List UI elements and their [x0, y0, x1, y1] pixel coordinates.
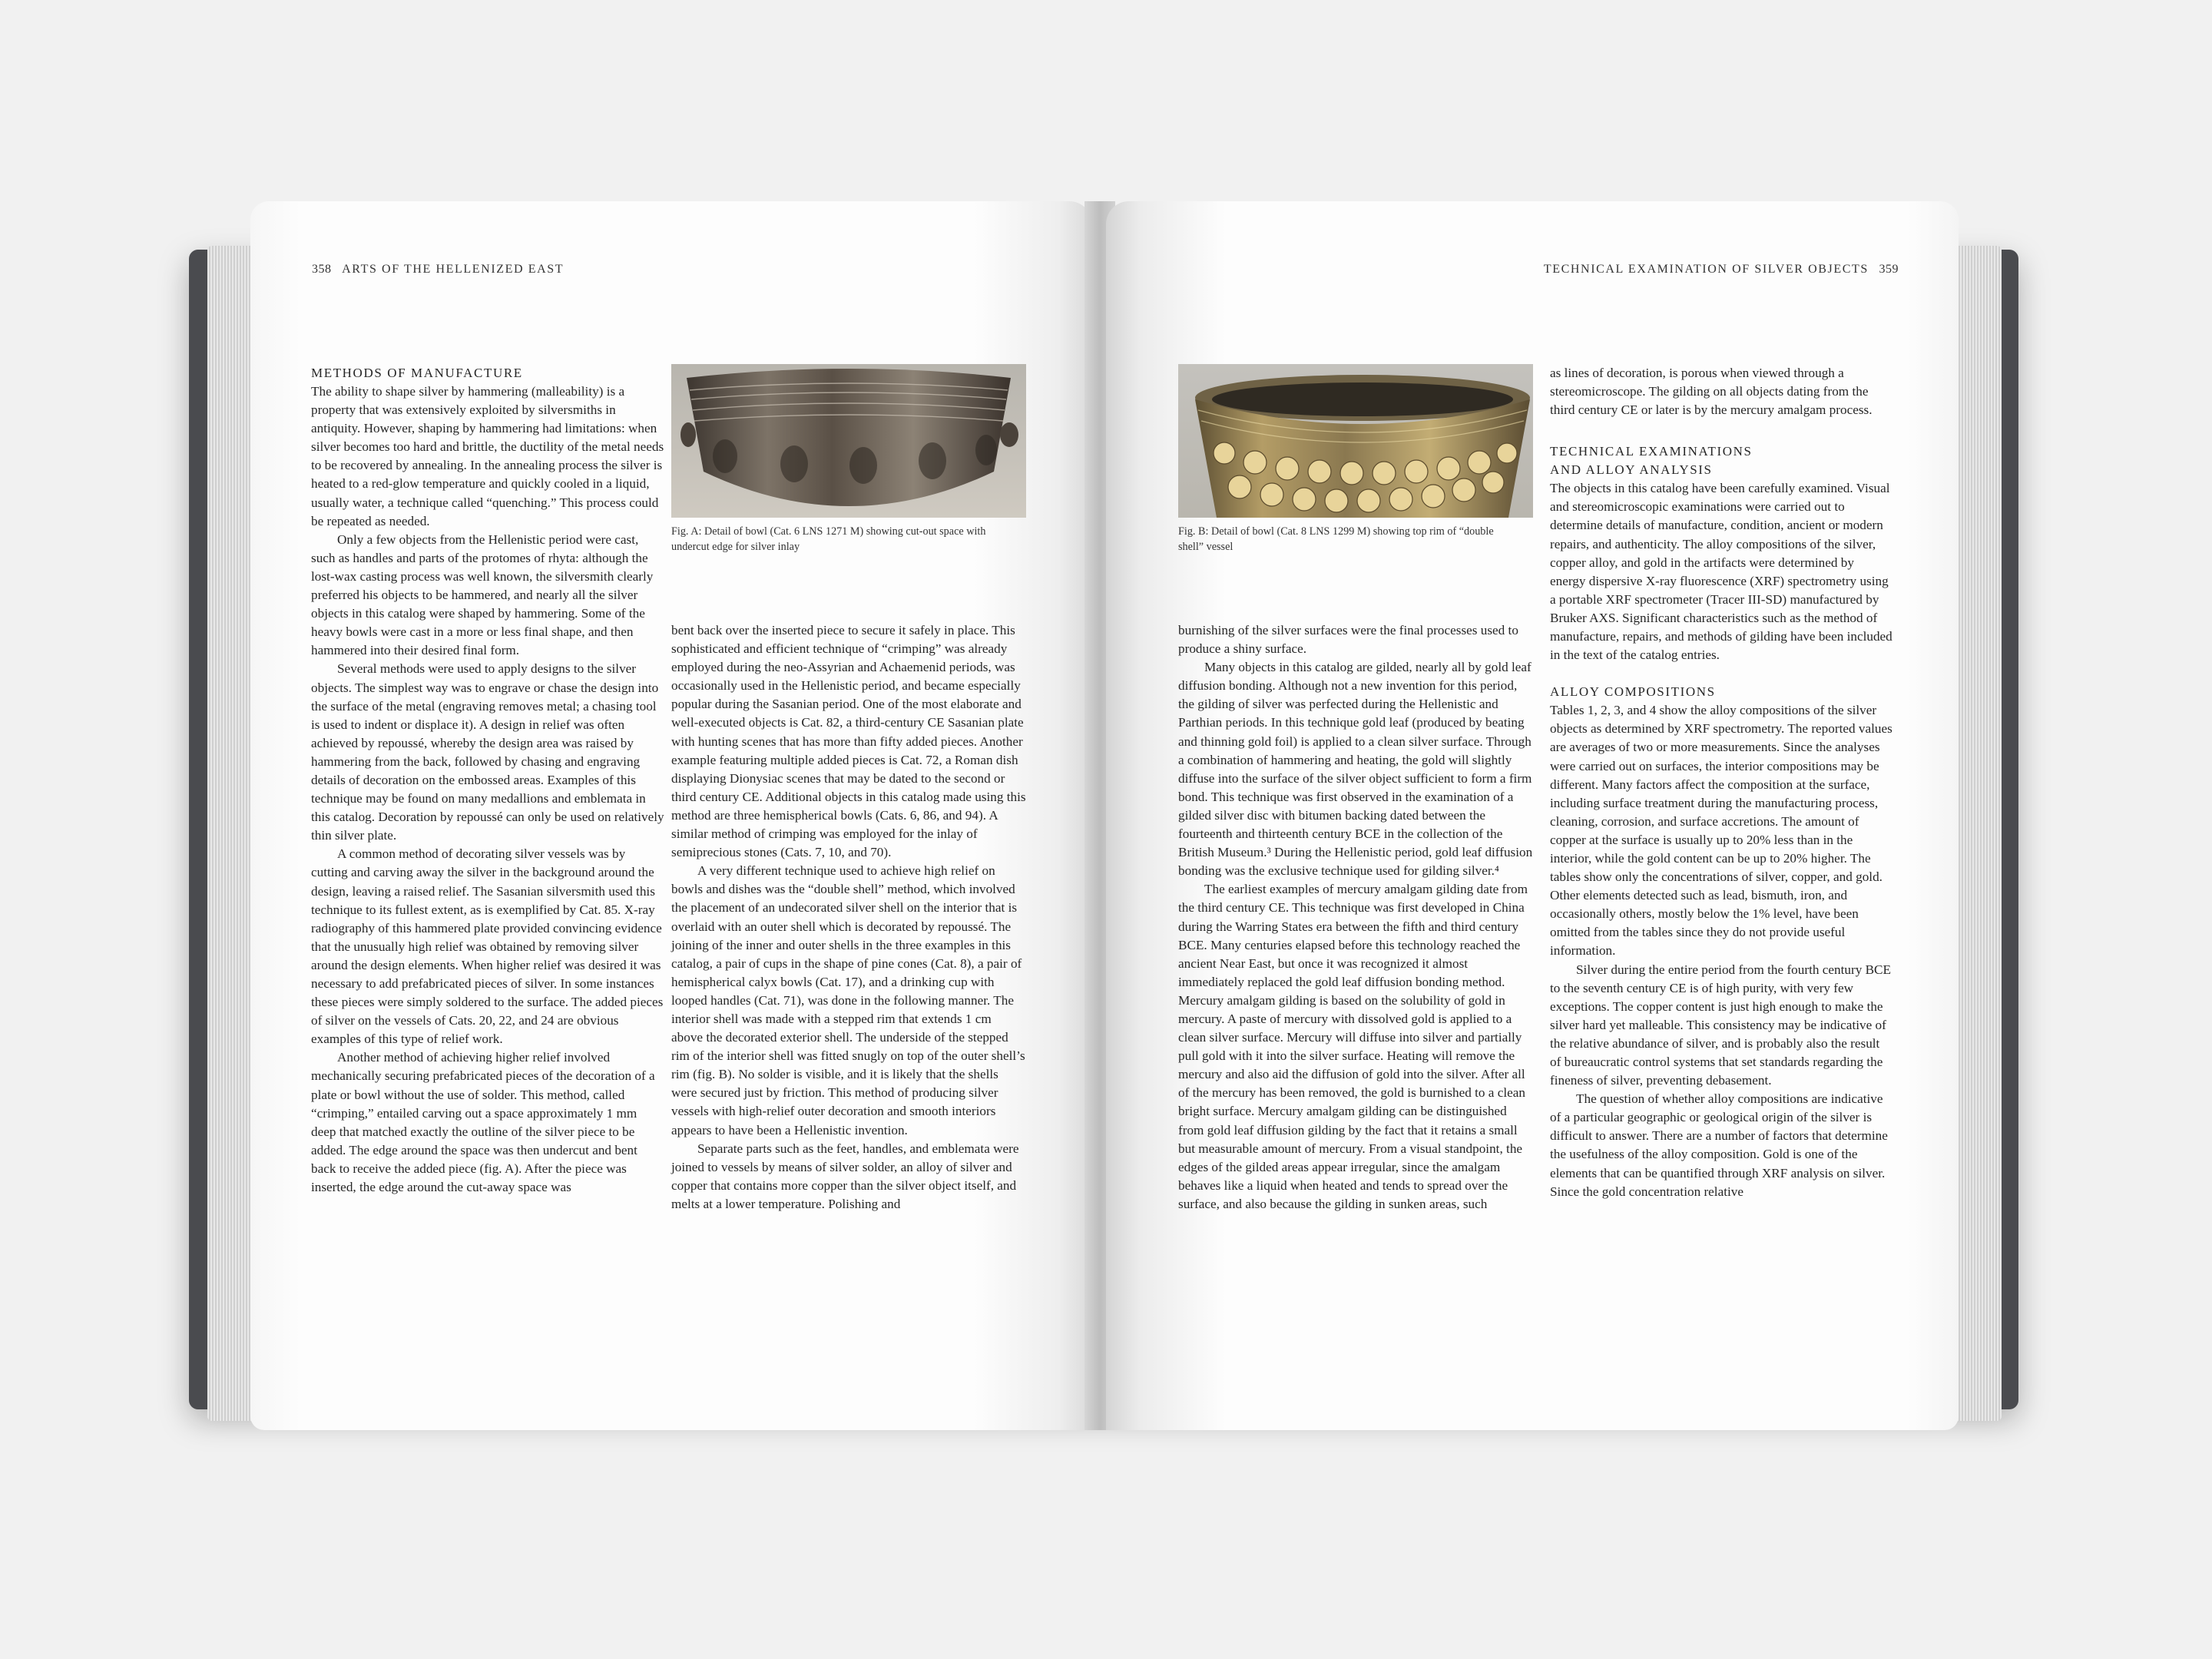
right-folio: 359: [1879, 263, 1899, 276]
paragraph: bent back over the inserted piece to secure it safely in place. This sophisticated and efficient technique of “crimping” was already employed during the neo-Assyrian and Achaemenid periods, was occasionally used in the Hellenistic period, and became especially popular during the Sasanian period. One of the most elaborate and well-executed objects is Cat. 82, a third-century CE Sasanian plate with hunting scenes that has more than fifty added pieces. Another example featuring multiple added pieces is Cat. 72, a Roman dish displaying Dionysiac scenes that may be dated to the second or third century CE. Additional objects in this catalog made using this method are three hemispherical bowls (Cats. 6, 86, and 94). A similar method of crimping was employed for the inlay of semiprecious stones (Cats. 7, 10, and 70).: [671, 623, 1026, 860]
paragraph: Several methods were used to apply designs to the silver objects. The simplest way was to engrave or chase the design into the surface of the metal (engraving removes metal; a chasing tool is used to indent or displace it). A design in relief was often achieved by repoussé, whereby the design area was raised by hammering from the back, followed by chasing and engraving details of decoration on the embossed areas. Examples of this technique may be found on many medallions and emblemata in this catalog. Decoration by repoussé can only be used on relatively thin silver plate.: [311, 661, 664, 843]
paragraph: The ability to shape silver by hammering (malleability) is a property that was extensively exploited by silversmiths in antiquity. However, shaping by hammering had limitations: when silver becomes too hard and brittle, the ductility of the metal needs to be recovered by annealing. In the annealing process the silver is heated to a red-glow temperature and quickly cooled in a liquid, usually water, a technique called “quenching.” This process could be repeated as needed.: [311, 384, 664, 528]
figure-a-photo: [671, 364, 1026, 518]
paragraph: The objects in this catalog have been carefully examined. Visual and stereomicroscopic examinations were carried out to determine details of manufacture, condition, ancient or modern repairs, and authenticity. The alloy compositions of the silver, copper alloy, and gold in the artifacts were determined by energy dispersive X-ray fluorescence (XRF) spectrometry using a portable XRF spectrometer (Tracer III-SD) manufactured by Bruker AXS. Significant characteristics such as the method of manufacture, repairs, and methods of gilding have been included in the text of the catalog entries.: [1550, 481, 1892, 663]
left-running-head: [312, 263, 564, 276]
figure-b-caption: Fig. B: Detail of bowl (Cat. 8 LNS 1299 M) showing top rim of “double shell” vessel: [1178, 525, 1494, 553]
left-column-2: [671, 621, 1026, 1214]
silver-bowl-image: [671, 364, 1026, 518]
paragraph: Separate parts such as the feet, handles, and emblemata were joined to vessels by means of silver solder, an alloy of silver and copper that contains more copper than the silver object itself, and melts at a lower temperature. Polishing and: [671, 1141, 1019, 1211]
right-running-title: TECHNICAL EXAMINATION OF SILVER OBJECTS: [1543, 263, 1869, 276]
page-edges-left: [207, 246, 255, 1421]
paragraph: A common method of decorating silver vessels was by cutting and carving away the silver in the background around the design, leaving a raised relief. The Sasanian silversmith used this technique to its fullest extent, as is exemplified by Cat. 85. X-ray radiography of this hammered plate provided convincing evidence that the unusually high relief was obtained by removing silver around the design elements. When higher relief was desired it was necessary to add prefabricated pieces of silver. In some instances these pieces were simply soldered to the surface. The added pieces of silver on the vessels of Cats. 20, 22, and 24 are obvious examples of this type of relief work.: [311, 846, 664, 1047]
paragraph: Silver during the entire period from the fourth century BCE to the seventh century CE is of high purity, with very few exceptions. The copper content is just high enough to make the silver hard yet malleable. This consistency may be indicative of the relative abundance of silver, and is probably also the result of bureaucratic control systems that set standards regarding the fineness of silver, preventing debasement.: [1550, 962, 1892, 1088]
section-heading-alloy-compositions: ALLOY COMPOSITIONS: [1550, 684, 1716, 700]
paragraph: burnishing of the silver surfaces were the final processes used to produce a shiny surface.: [1178, 623, 1518, 657]
section-heading-methods: METHODS OF MANUFACTURE: [311, 366, 523, 380]
section-heading-technical-examinations: TECHNICAL EXAMINATIONS: [1550, 444, 1753, 459]
figure-a-caption: Fig. A: Detail of bowl (Cat. 6 LNS 1271 M) showing cut-out space with undercut edge for silver inlay: [671, 525, 986, 553]
paragraph: The earliest examples of mercury amalgam gilding date from the third century CE. This technique was first developed in China during the Warring States era between the fifth and third century BCE. Many centuries elapsed before this technology reached the ancient Near East, but once it was recognized it almost immediately replaced the gold leaf diffusion bonding method. Mercury amalgam gilding is based on the solubility of gold in mercury. A paste of mercury with dissolved gold is applied to a clean silver surface. Mercury will diffuse into silver and partially pull gold with it into the silver surface. Heating will remove the mercury and also aid the diffusion of gold into the silver. After all of the mercury has been removed, the gold is burnished to a clean bright surface. Mercury amalgam gilding can be distinguished from gold leaf diffusion gilding by the fact that it retains a small but measurable amount of mercury. From a visual standpoint, the edges of the gilded areas appear irregular, since the amalgam behaves like a liquid when heated and tends to spread over the surface, and also because the gilding in sunken areas, such: [1178, 882, 1528, 1211]
paragraph: Only a few objects from the Hellenistic period were cast, such as handles and parts of the protomes of rhyta: although the lost-wax casting process was well known, the silversmith clearly preferred his objects to be hammered, and nearly all the silver objects in this catalog were shaped by hammering. Some of the heavy bowls were cast in a more or less final shape, and then hammered into their desired final form.: [311, 531, 654, 658]
left-folio: 358: [312, 263, 332, 276]
gilded-bowl-image: [1178, 364, 1533, 518]
paragraph: The question of whether alloy compositions are indicative of a particular geographic or geological origin of the silver is difficult to answer. There are a number of factors that determine the usefulness of the alloy composition. Gold is one of the elements that can be quantified through XRF analysis on silver. Since the gold concentration relative: [1550, 1091, 1888, 1199]
right-column-2: [1550, 364, 1892, 1201]
section-heading-alloy-analysis: AND ALLOY ANALYSIS: [1550, 462, 1713, 478]
left-page: [250, 201, 1092, 1430]
page-edges-right: [1954, 246, 2002, 1421]
right-page: [1106, 201, 1959, 1430]
left-running-title: ARTS OF THE HELLENIZED EAST: [342, 263, 565, 276]
right-column-1: [1178, 621, 1533, 1214]
paragraph: Many objects in this catalog are gilded, nearly all by gold leaf diffusion bonding. Although not a new invention for this period, the gilding of silver was perfected during the Hellenistic and Parthian periods. In this technique gold leaf (produced by beating and thinning gold foil) is applied to a clean silver surface. Through a combination of hammering and heating, the gold will slightly diffuse into the surface of the silver object sufficient to form a firm bond. This technique was first observed in the examination of a gilded silver disc with bitumen backing dated between the fourteenth and thirteenth century BCE in the collection of the British Museum.³ During the Hellenistic period, gold leaf diffusion bonding was the exclusive technique used for gilding silver.⁴: [1178, 660, 1533, 879]
right-running-head: [1544, 263, 1899, 276]
paragraph: A very different technique used to achieve high relief on bowls and dishes was the “double shell” method, which involved the placement of an undecorated silver shell on the interior that is overlaid with an outer shell which is decorated by repoussé. The joining of the inner and outer shells in the three examples in this catalog, a pair of cups in the shape of pine cones (Cat. 8), a pair of hemispherical calyx bowls (Cat. 17), and a drinking cup with looped handles (Cat. 71), was done in the following manner. The interior shell was made with a stepped rim that extends 1 cm above the decorated exterior shell. The underside of the stepped rim of the interior shell was fitted snugly on top of the outer shell’s rim (fig. B). No solder is visible, and it is likely that the shells were secured just by friction. This method of producing silver vessels with high-relief outer decoration and smooth interiors appears to have been a Hellenistic invention.: [671, 863, 1025, 1137]
paragraph: Another method of achieving higher relief involved mechanically securing prefabricated pieces of the decoration of a plate or bowl without the use of solder. This method, called “crimping,” entailed carving out a space approximately 1 mm deep that matched exactly the outline of the silver piece to be added. The edge around the space was then undercut and bent back to receive the added piece (fig. A). After the piece was inserted, the edge around the cut-away space was: [311, 1050, 655, 1195]
figure-b-photo: [1178, 364, 1533, 518]
left-column-1: [311, 364, 664, 1197]
paragraph: as lines of decoration, is porous when viewed through a stereomicroscope. The gilding on all objects dating from the third century CE or later is by the mercury amalgam process.: [1550, 366, 1873, 418]
paragraph: Tables 1, 2, 3, and 4 show the alloy compositions of the silver objects as determined by XRF spectrometry. The reported values are averages of two or more measurements. Since the analyses were carried out on surfaces, the interior compositions may be different. Many factors affect the composition at the surface, including surface treatment during the manufacturing process, cleaning, corrosion, and surface accretions. The amount of copper at the surface is usually up to 20% less than in the interior, while the gold content can be up to 20% higher. The tables show only the concentrations of silver, copper, and gold. Other elements detected such as lead, bismuth, iron, and occasionally others, mostly below the 1% level, have been omitted from the tables since they do not provide useful information.: [1550, 703, 1892, 959]
